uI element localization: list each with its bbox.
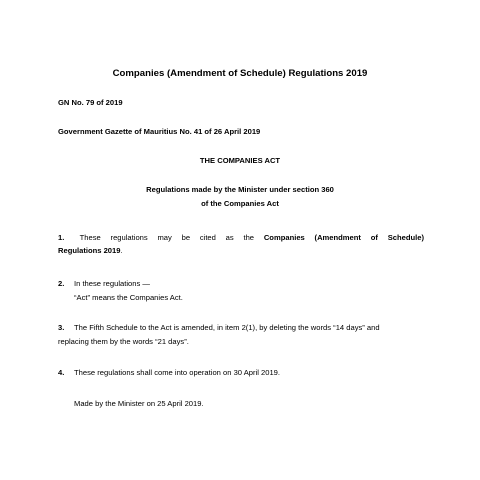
section-number: 2. — [58, 279, 65, 288]
section-text: . — [120, 246, 123, 255]
regulations-heading-line2: of the Companies Act — [201, 199, 279, 208]
section-text: The Fifth Schedule to the Act is amended, in item 2(1), by deleting the words “14 days” and — [74, 323, 380, 332]
gazette-reference: Government Gazette of Mauritius No. 41 of 26 April 2019 — [58, 127, 261, 136]
section-2-line2: “Act” means the Companies Act. — [74, 293, 183, 302]
gn-number: GN No. 79 of 2019 — [58, 98, 123, 107]
section-text: These regulations shall come into operation on 30 April 2019. — [74, 368, 281, 377]
section-text: These regulations may be cited as the — [79, 233, 255, 242]
section-1-line1 — [58, 233, 424, 243]
section-3-line1 — [58, 323, 380, 333]
section-number: 1. — [58, 233, 65, 242]
section-number: 4. — [58, 368, 65, 377]
act-heading: THE COMPANIES ACT — [199, 156, 281, 165]
made-by-statement: Made by the Minister on 25 April 2019. — [74, 399, 204, 408]
section-number: 3. — [58, 323, 65, 332]
regulation-citation-name: Regulations 2019 — [58, 246, 121, 255]
section-4-line1 — [58, 368, 280, 378]
section-1-line2 — [58, 246, 123, 256]
regulation-citation-name: Companies (Amendment of Schedule) — [263, 233, 424, 242]
section-3-line2: replacing them by the words “21 days”. — [58, 337, 189, 346]
section-text: In these regulations — — [74, 279, 150, 288]
regulations-heading-line1: Regulations made by the Minister under section 360 — [146, 185, 334, 194]
section-2-line1 — [58, 279, 150, 289]
document-title: Companies (Amendment of Schedule) Regulations 2019 — [112, 68, 368, 79]
